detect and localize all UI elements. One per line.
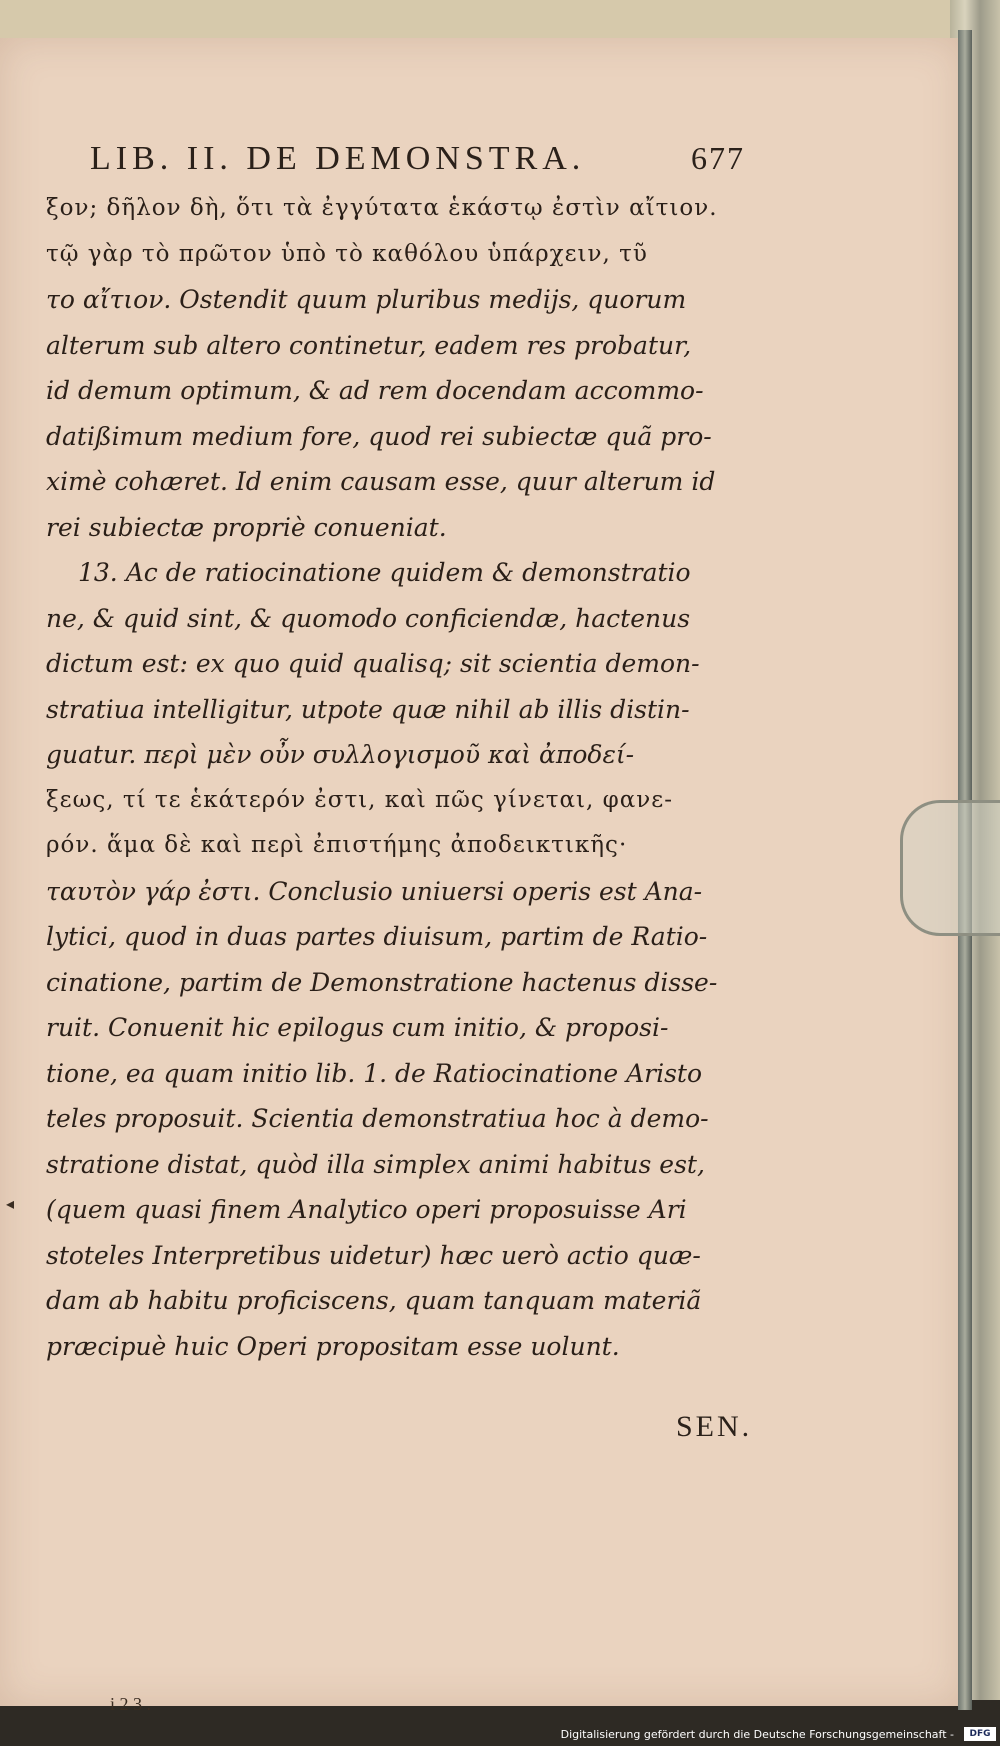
text-line: stoteles Interpretibus uidetur) hæc uerò actio quæ- — [46, 1240, 701, 1270]
text-line: τῷ γὰρ τὸ πρῶτον ὑπὸ τὸ καθόλου ὑπάρχειν, τῦ — [46, 240, 648, 267]
digitization-credit: Digitalisierung gefördert durch die Deutsche Forschungsgemeinschaft - — [560, 1728, 954, 1741]
text-line: guatur. περὶ μὲν οὖν συλλογισμοῦ καὶ ἀποδεί- — [46, 740, 635, 769]
text-line: stratiua intelligitur, utpote quæ nihil ab illis distin- — [46, 694, 690, 724]
text-line: præcipuè huic Operi propositam esse uolunt. — [46, 1331, 620, 1361]
text-line: ρόν. ἅμα δὲ καὶ περὶ ἐπιστήμης ἀποδεικτικῆς· — [46, 832, 628, 858]
page-number: 677 — [691, 140, 745, 176]
book-clasp — [900, 800, 1000, 936]
text-line: tione, ea quam initio lib. 1. de Ratiocinatione Aristo — [46, 1058, 703, 1088]
body-text — [46, 186, 762, 1369]
margin-mark-icon: ◂ — [6, 1194, 15, 1213]
text-line: το αἴτιον. Ostendit quum pluribus medijs, quorum — [46, 285, 687, 314]
running-head — [90, 140, 745, 186]
running-head-title: LIB. II. DE DEMONSTRA. — [90, 140, 586, 177]
text-line: dam ab habitu proficiscens, quam tanquam materiã — [46, 1286, 702, 1315]
text-line: datißimum medium fore, quod rei subiectæ quã pro- — [46, 421, 712, 451]
text-line: stratione distat, quòd illa simplex animi habitus est, — [46, 1149, 705, 1179]
text-line: dictum est: ex quo quid qualisq; sit scientia demon- — [46, 649, 700, 678]
text-line: ταυτὸν γάρ ἐστι. Conclusio uniuersi operis est Ana- — [46, 876, 703, 906]
text-line: ruit. Conuenit hic epilogus cum initio, & proposi- — [46, 1013, 669, 1042]
dfg-logo[interactable]: DFG — [964, 1727, 996, 1741]
text-line: ximè cohæret. Id enim causam esse, quur alterum id — [46, 467, 716, 496]
text-line: (quem quasi finem Analytico operi proposuisse Ari — [46, 1195, 687, 1224]
text-line: lytici, quod in duas partes diuisum, partim de Ratio- — [46, 922, 708, 951]
text-line: ξεως, τί τε ἑκάτερόν ἐστι, καὶ πῶς γίνεται, φανε- — [46, 786, 673, 813]
text-line: ξον; δῆλον δὴ, ὅτι τὰ ἐγγύτατα ἑκάστῳ ἐστὶν αἴτιον. — [46, 195, 718, 221]
text-line: rei subiectæ propriè conueniat. — [46, 512, 447, 542]
text-line: cinatione, partim de Demonstratione hactenus disse- — [46, 967, 718, 997]
text-line: ne, & quid sint, & quomodo conficiendæ, hactenus — [46, 603, 691, 633]
section-13-start: 13. Ac de ratiocinatione quidem & demonstratio — [78, 558, 691, 587]
text-line: alterum sub altero continetur, eadem res probatur, — [46, 330, 692, 360]
text-line: id demum optimum, & ad rem docendam accommo- — [46, 376, 704, 405]
scan-background-top — [0, 0, 1000, 40]
text-line: teles proposuit. Scientia demonstratiua hoc à demo- — [46, 1104, 709, 1133]
catchword: SEN. — [676, 1410, 753, 1443]
bottom-fragment: i 2 3 . — [110, 1694, 152, 1714]
